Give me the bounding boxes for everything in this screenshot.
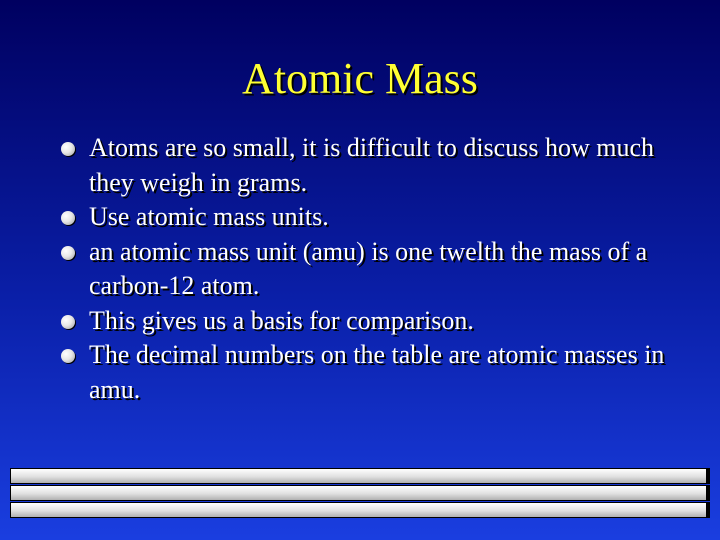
slide-title: Atomic Mass [242, 54, 478, 103]
bullet-dot-icon [61, 349, 75, 363]
bullet-text: This gives us a basis for comparison. [89, 305, 474, 335]
decorative-bars [10, 468, 710, 518]
bullet-text: The decimal numbers on the table are atomic masses in amu. [89, 340, 665, 404]
bullet-item-1 [60, 131, 700, 200]
bullet-dot-icon [61, 142, 75, 156]
bullet-text: Atoms are so small, it is difficult to discuss how much they weigh in grams. [89, 133, 654, 197]
bullet-item-3 [60, 235, 700, 304]
bullet-item-4 [60, 304, 700, 339]
bullet-text: Use atomic mass units. [89, 202, 329, 231]
bar-edge [706, 503, 709, 517]
bullet-dot-icon [61, 211, 75, 225]
decorative-bar [10, 468, 710, 484]
bar-edge [706, 486, 709, 500]
decorative-bar [10, 485, 710, 501]
bullet-item-2 [60, 200, 700, 235]
bullet-item-5 [60, 338, 700, 407]
bullet-dot-icon [61, 315, 75, 329]
bar-edge [706, 469, 709, 483]
decorative-bar [10, 502, 710, 518]
bullet-list [60, 131, 700, 407]
bullet-text: an atomic mass unit (amu) is one twelth the mass of a carbon-12 atom. [89, 236, 648, 300]
bullet-dot-icon [61, 246, 75, 260]
